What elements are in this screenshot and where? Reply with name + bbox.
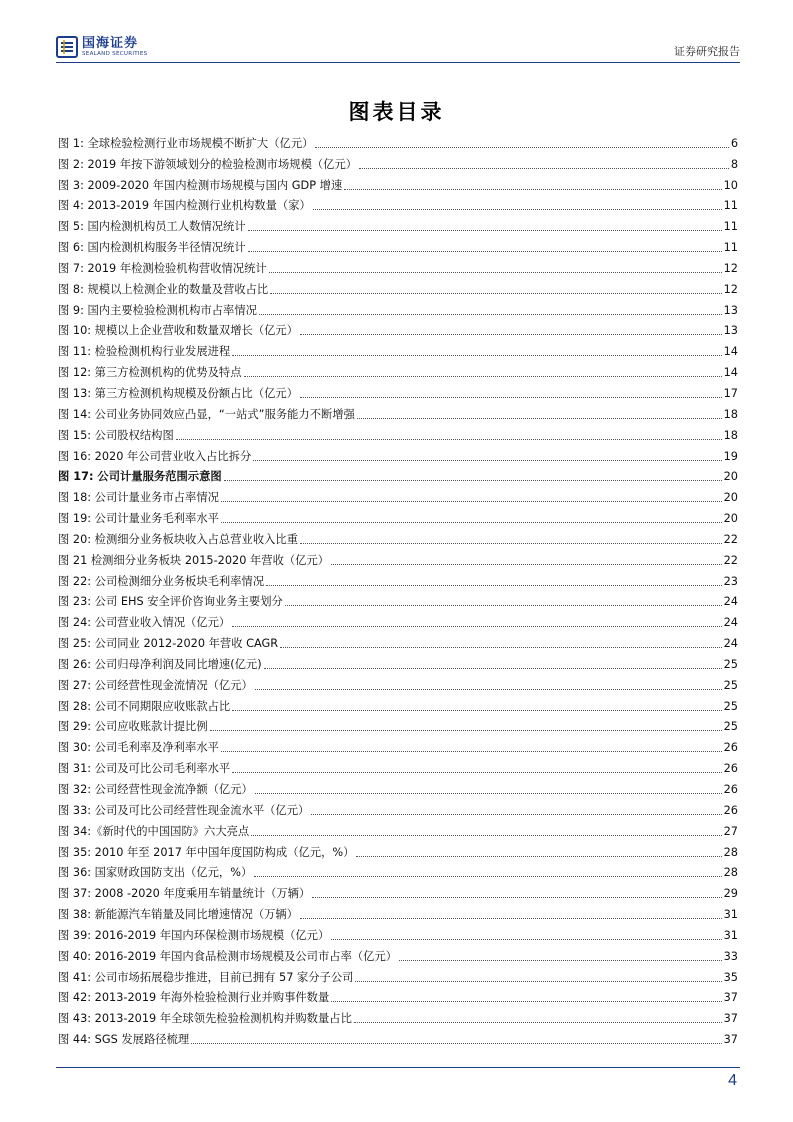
toc-entry[interactable] [58, 340, 738, 361]
toc-entry-label[interactable]: 图 44: SGS 发展路径梳理 [58, 1033, 190, 1047]
toc-entry-label[interactable]: 图 37: 2008 -2020 年度乘用车销量统计（万辆） [58, 887, 311, 901]
toc-entry[interactable] [58, 195, 738, 216]
toc-dot-leader [248, 251, 722, 252]
toc-entry-page[interactable]: 6 [730, 136, 738, 150]
toc-entry[interactable] [58, 757, 738, 778]
toc-entry[interactable] [58, 736, 738, 757]
toc-entry-page[interactable]: 13 [723, 324, 738, 338]
company-logo [56, 34, 147, 60]
toc-entry-label[interactable]: 图 33: 公司及可比公司经营性现金流水平（亿元） [58, 803, 310, 817]
toc-dot-leader [300, 334, 722, 335]
toc-dot-leader [176, 439, 722, 440]
toc-dot-leader [221, 522, 722, 523]
toc-entry-page[interactable]: 12 [723, 282, 738, 296]
toc-dot-leader [399, 960, 722, 961]
toc-entry-page[interactable]: 25 [723, 657, 738, 671]
toc-entry[interactable] [58, 320, 738, 341]
toc-entry-label[interactable]: 图 35: 2010 年至 2017 年中国年度国防构成（亿元，%） [58, 845, 355, 859]
toc-entry[interactable] [58, 174, 738, 195]
page-title: 图表目录 [348, 100, 445, 124]
toc-entry-label[interactable]: 图 40: 2016-2019 年国内食品检测市场规模及公司市占率（亿元） [58, 949, 398, 963]
toc-entry[interactable] [58, 903, 738, 924]
toc-entry[interactable] [58, 257, 738, 278]
toc-dot-leader [356, 856, 721, 857]
toc-entry-label[interactable]: 图 28: 公司不同期限应收账款占比 [58, 699, 231, 713]
toc-entry-label[interactable]: 图 5: 国内检测机构员工人数情况统计 [58, 220, 246, 234]
toc-entry-label[interactable]: 图 26: 公司归母净利润及同比增速(亿元) [58, 657, 262, 671]
toc-entry-page[interactable]: 29 [723, 887, 738, 901]
toc-entry[interactable] [58, 445, 738, 466]
toc-entry-page[interactable]: 19 [723, 449, 738, 463]
toc-dot-leader [251, 835, 721, 836]
toc-dot-leader [221, 501, 722, 502]
toc-entry-page[interactable]: 33 [723, 949, 738, 963]
toc-entry-page[interactable]: 24 [723, 616, 738, 630]
toc-entry-page[interactable]: 12 [723, 261, 738, 275]
toc-dot-leader [300, 397, 722, 398]
toc-entry-page[interactable]: 28 [723, 845, 738, 859]
toc-entry[interactable] [58, 236, 738, 257]
toc-dot-leader [285, 605, 722, 606]
toc-entry-label[interactable]: 图 27: 公司经营性现金流情况（亿元） [58, 678, 253, 692]
toc-entry[interactable] [58, 632, 738, 653]
toc-entry-label[interactable]: 图 11: 检验检测机构行业发展进程 [58, 345, 231, 359]
toc-entry-label[interactable]: 图 23: 公司 EHS 安全评价咨询业务主要划分 [58, 595, 283, 609]
toc-entry-page[interactable]: 31 [723, 928, 738, 942]
toc-dot-leader [191, 1043, 721, 1044]
toc-dot-leader [232, 772, 721, 773]
toc-entry-page[interactable]: 37 [723, 1012, 738, 1026]
toc-entry-page[interactable]: 31 [723, 908, 738, 922]
toc-entry-page[interactable]: 22 [723, 532, 738, 546]
toc-entry[interactable] [58, 966, 738, 987]
toc-dot-leader [210, 730, 722, 731]
toc-entry-page[interactable]: 11 [723, 220, 738, 234]
toc-entry-page[interactable]: 26 [723, 783, 738, 796]
toc-entry-page[interactable]: 26 [723, 803, 738, 817]
toc-dot-leader [313, 209, 722, 210]
toc-entry[interactable] [58, 1028, 738, 1049]
toc-entry-label[interactable]: 图 16: 2020 年公司营业收入占比拆分 [58, 449, 252, 463]
toc-dot-leader [280, 647, 722, 648]
toc-entry-label[interactable]: 图 38: 新能源汽车销量及同比增速情况（万辆） [58, 908, 299, 922]
toc-entry-page[interactable]: 35 [723, 970, 738, 984]
toc-entry[interactable] [58, 570, 738, 591]
toc-dot-leader [248, 230, 722, 231]
toc-entry-page[interactable]: 37 [723, 1033, 738, 1047]
toc-entry-label[interactable]: 图 31: 公司及可比公司毛利率水平 [58, 762, 231, 776]
sealand-logo-icon [56, 36, 78, 58]
toc-dot-leader [244, 376, 722, 377]
toc-entry-label[interactable]: 图 21 检测细分业务板块 2015-2020 年营收（亿元） [58, 553, 330, 567]
toc-entry[interactable] [58, 945, 738, 966]
toc-entry[interactable] [58, 1007, 738, 1028]
toc-entry[interactable] [58, 466, 738, 487]
toc-entry-page[interactable]: 11 [723, 199, 738, 213]
toc-dot-leader [224, 480, 722, 481]
toc-dot-leader [357, 418, 722, 419]
toc-entry-label[interactable]: 图 1: 全球检验检测行业市场规模不断扩大（亿元） [58, 136, 314, 150]
toc-entry[interactable] [58, 299, 738, 320]
toc-dot-leader [270, 293, 721, 294]
toc-dot-leader [232, 626, 721, 627]
toc-entry-label[interactable]: 图 4: 2013-2019 年国内检测行业机构数量（家） [58, 199, 311, 213]
toc-entry-page[interactable]: 27 [723, 824, 738, 838]
toc-entry-label[interactable]: 图 42: 2013-2019 年海外检验检测行业并购事件数量 [58, 991, 330, 1005]
toc-entry-label[interactable]: 图 9: 国内主要检验检测机构市占率情况 [58, 303, 257, 317]
toc-dot-leader [259, 314, 722, 315]
toc-entry-page[interactable]: 13 [723, 303, 738, 317]
toc-entry[interactable] [58, 424, 738, 445]
toc-dot-leader [315, 147, 728, 148]
toc-entry[interactable] [58, 486, 738, 507]
toc-entry[interactable] [58, 361, 738, 382]
document-type-label: 证券研究报告 [674, 45, 740, 58]
toc-entry-label[interactable]: 图 2: 2019 年按下游领域划分的检验检测市场规模（亿元） [58, 157, 358, 171]
toc-dot-leader [255, 793, 722, 794]
toc-entry-label[interactable]: 图 25: 公司同业 2012-2020 年营收 CAGR [58, 637, 279, 651]
toc-entry-page[interactable]: 25 [723, 678, 738, 692]
toc-entry-page[interactable]: 28 [723, 866, 738, 880]
toc-entry-label[interactable]: 图 18: 公司计量业务市占率情况 [58, 491, 219, 505]
toc-dot-leader [300, 543, 722, 544]
toc-entry-label[interactable]: 图 10: 规模以上企业营收和数量双增长（亿元） [58, 324, 299, 338]
toc-dot-leader [232, 355, 721, 356]
toc-entry[interactable] [58, 528, 738, 549]
toc-entry-page[interactable]: 20 [723, 512, 738, 526]
toc-entry-page[interactable]: 22 [723, 553, 738, 567]
toc-entry-page[interactable]: 20 [723, 470, 738, 484]
toc-entry-label[interactable]: 图 12: 第三方检测机构的优势及特点 [58, 366, 242, 380]
toc-entry-page[interactable]: 26 [723, 762, 738, 776]
toc-entry-page[interactable]: 11 [723, 241, 738, 255]
toc-entry-label[interactable]: 图 14: 公司业务协同效应凸显，“一站式”服务能力不断增强 [58, 407, 355, 421]
page-header [56, 34, 740, 64]
toc-dot-leader [255, 689, 722, 690]
toc-dot-leader [331, 1001, 721, 1002]
footer-divider [56, 1067, 740, 1068]
toc-entry-page[interactable]: 14 [723, 345, 738, 359]
toc-entry[interactable] [58, 215, 738, 236]
toc-entry[interactable] [58, 841, 738, 862]
toc-dot-leader [300, 918, 722, 919]
toc-dot-leader [253, 460, 721, 461]
toc-entry[interactable] [58, 591, 738, 612]
toc-entry-page[interactable]: 8 [730, 157, 738, 171]
toc-entry-label[interactable]: 图 6: 国内检测机构服务半径情况统计 [58, 241, 246, 255]
toc-entry[interactable] [58, 403, 738, 424]
toc-dot-leader [264, 668, 722, 669]
toc-entry-label[interactable]: 图 34:《新时代的中国国防》六大亮点 [58, 824, 250, 838]
toc-entry-label[interactable]: 图 43: 2013-2019 年全球领先检验检测机构并购数量占比 [58, 1012, 352, 1026]
toc-entry-page[interactable]: 24 [723, 637, 738, 651]
toc-dot-leader [269, 272, 722, 273]
toc-entry[interactable] [58, 862, 738, 883]
toc-entry-label[interactable]: 图 3: 2009-2020 年国内检测市场规模与国内 GDP 增速 [58, 178, 343, 192]
toc-entry[interactable] [58, 507, 738, 528]
toc-entry-page[interactable]: 25 [723, 699, 738, 713]
toc-entry-label[interactable]: 图 7: 2019 年检测检验机构营收情况统计 [58, 261, 267, 275]
toc-entry-page[interactable]: 18 [723, 428, 738, 442]
toc-entry[interactable] [58, 132, 738, 153]
toc-entry[interactable] [58, 778, 738, 799]
toc-dot-leader [266, 585, 722, 586]
toc-dot-leader [311, 814, 721, 815]
toc-entry[interactable] [58, 611, 738, 632]
toc-entry-label[interactable]: 图 30: 公司毛利率及净利率水平 [58, 741, 219, 755]
toc-dot-leader [331, 564, 722, 565]
toc-entry-label[interactable]: 图 32: 公司经营性现金流净额（亿元） [58, 783, 253, 796]
header-divider [56, 62, 740, 63]
toc-entry-page[interactable]: 24 [723, 595, 738, 609]
toc-entry-page[interactable]: 14 [723, 366, 738, 380]
toc-entry-page[interactable]: 26 [723, 741, 738, 755]
toc-entry-label[interactable]: 图 8: 规模以上检测企业的数量及营收占比 [58, 282, 269, 296]
toc-dot-leader [344, 189, 721, 190]
toc-entry[interactable] [58, 987, 738, 1008]
toc-dot-leader [232, 710, 721, 711]
toc-entry-page[interactable]: 17 [723, 386, 738, 400]
toc-dot-leader [254, 876, 721, 877]
toc-entry[interactable] [58, 674, 738, 695]
toc-entry-page[interactable]: 25 [723, 720, 738, 734]
toc-dot-leader [331, 939, 721, 940]
toc-entry-page[interactable]: 37 [723, 991, 738, 1005]
toc-entry-page[interactable]: 23 [723, 574, 738, 588]
toc-entry[interactable] [58, 799, 738, 820]
toc-entry-label[interactable]: 图 41: 公司市场拓展稳步推进，目前已拥有 57 家分子公司 [58, 970, 354, 984]
toc-entry[interactable] [58, 549, 738, 570]
toc-entry-label[interactable]: 图 29: 公司应收账款计提比例 [58, 720, 208, 734]
toc-entry[interactable] [58, 153, 738, 174]
toc-entry-label[interactable]: 图 19: 公司计量业务毛利率水平 [58, 512, 219, 526]
toc-entry-label[interactable]: 图 17: 公司计量服务范围示意图 [58, 470, 222, 484]
toc-entry[interactable] [58, 695, 738, 716]
toc-dot-leader [312, 897, 721, 898]
page-number: 4 [728, 1072, 737, 1089]
toc-entry[interactable] [58, 278, 738, 299]
toc-dot-leader [359, 168, 729, 169]
toc-dot-leader [355, 981, 721, 982]
toc-entry-page[interactable]: 18 [723, 407, 738, 421]
toc-entry[interactable] [58, 716, 738, 737]
toc-entry-label[interactable]: 图 39: 2016-2019 年国内环保检测市场规模（亿元） [58, 928, 330, 942]
toc-entry-label[interactable]: 图 24: 公司营业收入情况（亿元） [58, 616, 231, 630]
toc-dot-leader [354, 1022, 722, 1023]
toc-entry-label[interactable]: 图 22: 公司检测细分业务板块毛利率情况 [58, 574, 265, 588]
toc-entry-label[interactable]: 图 20: 检测细分业务板块收入占总营业收入比重 [58, 532, 299, 546]
toc-entry-page[interactable]: 20 [723, 491, 738, 505]
toc-entry-label[interactable]: 图 13: 第三方检测机构规模及份额占比（亿元） [58, 386, 299, 400]
figure-list [58, 132, 738, 1049]
toc-dot-leader [221, 751, 722, 752]
toc-entry[interactable] [58, 924, 738, 945]
toc-entry[interactable] [58, 653, 738, 674]
logo-chinese-name: 国海证券 [82, 35, 139, 51]
toc-entry-label[interactable]: 图 36: 国家财政国防支出（亿元，%） [58, 866, 253, 880]
toc-entry[interactable] [58, 820, 738, 841]
toc-entry-label[interactable]: 图 15: 公司股权结构图 [58, 428, 174, 442]
toc-entry-page[interactable]: 10 [723, 178, 738, 192]
logo-english-name: SEALAND SECURITIES [82, 50, 148, 57]
toc-entry[interactable] [58, 382, 738, 403]
toc-entry[interactable] [58, 882, 738, 903]
